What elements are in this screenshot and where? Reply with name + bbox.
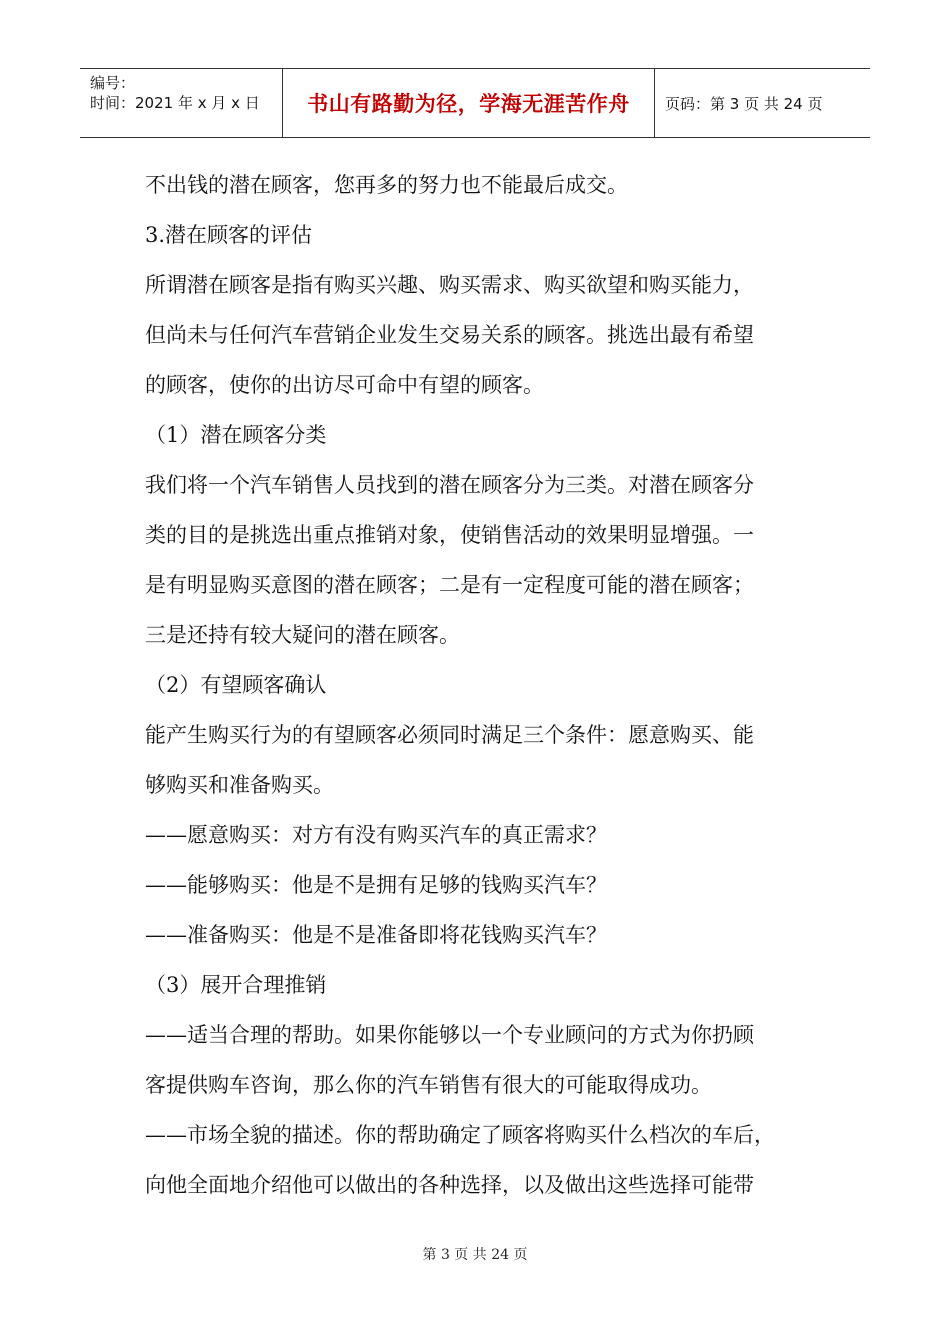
- page-footer: [0, 1244, 950, 1264]
- body-line: 的顾客，使你的出访尽可命中有望的顾客。: [145, 373, 544, 397]
- list-item: ——准备购买：他是不是准备即将花钱购买汽车？: [145, 923, 607, 947]
- list-item: ——市场全貌的描述。你的帮助确定了顾客将购买什么档次的车后，: [145, 1123, 775, 1147]
- body-line: 能产生购买行为的有望顾客必须同时满足三个条件：愿意购买、能: [145, 723, 754, 747]
- footer-page-number: 第 3 页 共 24 页: [422, 1247, 528, 1263]
- subsection-heading: （2）有望顾客确认: [145, 673, 327, 697]
- body-line: 向他全面地介绍他可以做出的各种选择，以及做出这些选择可能带: [145, 1173, 754, 1197]
- subsection-heading: （1）潜在顾客分类: [145, 423, 327, 447]
- body-line: 客提供购车咨询，那么你的汽车销售有很大的可能取得成功。: [145, 1073, 712, 1097]
- body-line: 三是还持有较大疑问的潜在顾客。: [145, 623, 460, 647]
- document-body: [145, 160, 815, 1210]
- list-item: ——愿意购买：对方有没有购买汽车的真正需求？: [145, 823, 607, 847]
- list-item: ——能够购买：他是不是拥有足够的钱购买汽车？: [145, 873, 607, 897]
- body-line: 但尚未与任何汽车营销企业发生交易关系的顾客。挑选出最有希望: [145, 323, 754, 347]
- body-line: 所谓潜在顾客是指有购买兴趣、购买需求、购买欲望和购买能力，: [145, 273, 754, 297]
- document-number-label: 编号：: [90, 74, 136, 92]
- list-item: ——适当合理的帮助。如果你能够以一个专业顾问的方式为你扔顾: [145, 1023, 754, 1047]
- body-line: 够购买和准备购买。: [145, 773, 334, 797]
- body-line: 不出钱的潜在顾客，您再多的努力也不能最后成交。: [145, 173, 628, 197]
- header-meta-cell: [80, 69, 283, 137]
- header-page-cell: [655, 69, 870, 137]
- body-line: 类的目的是挑选出重点推销对象，使销售活动的效果明显增强。一: [145, 523, 754, 547]
- header-page-number: 页码：第 3 页 共 24 页: [665, 94, 823, 113]
- header-motto: 书山有路勤为径，学海无涯苦作舟: [307, 92, 630, 116]
- page-header: [80, 68, 870, 138]
- subsection-heading: （3）展开合理推销: [145, 973, 327, 997]
- body-line: 是有明显购买意图的潜在顾客；二是有一定程度可能的潜在顾客；: [145, 573, 754, 597]
- section-heading: 3.潜在顾客的评估: [145, 223, 313, 247]
- header-motto-cell: [283, 69, 655, 137]
- body-line: 我们将一个汽车销售人员找到的潜在顾客分为三类。对潜在顾客分: [145, 473, 754, 497]
- document-date-label: 时间：2021 年 x 月 x 日: [90, 94, 260, 112]
